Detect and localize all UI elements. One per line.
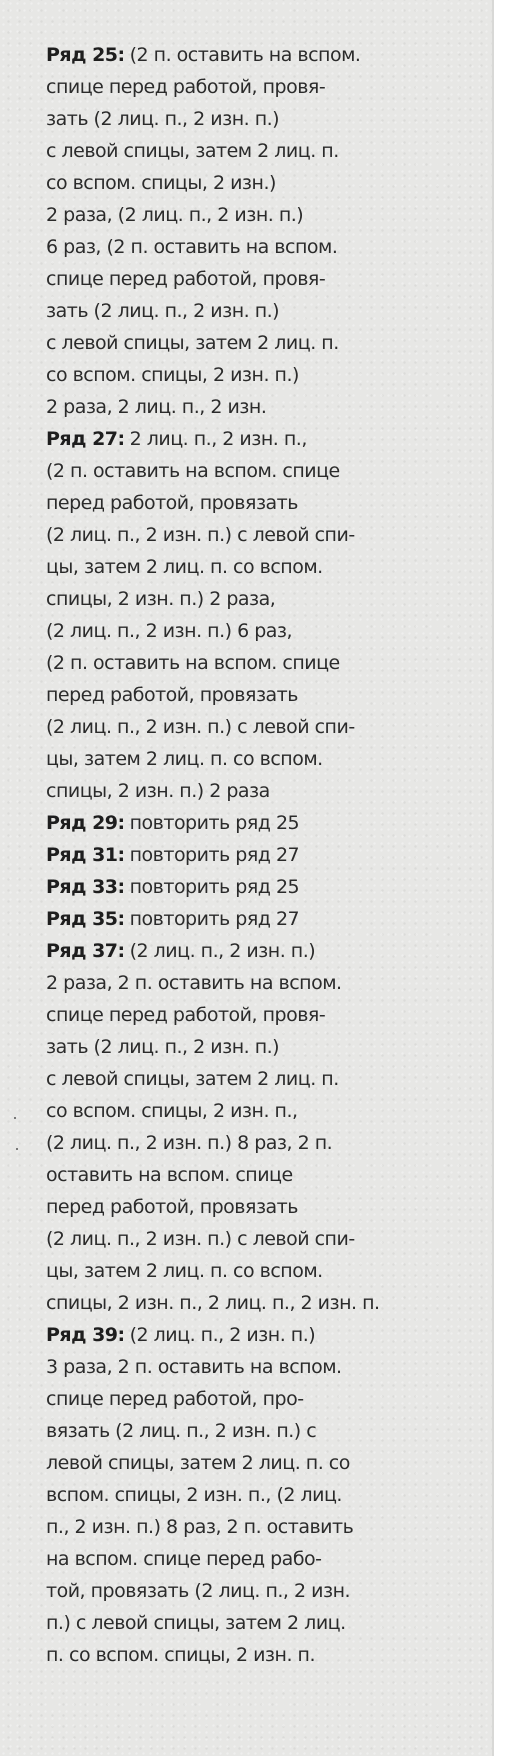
line-text: левой спицы, затем 2 лиц. п. со: [46, 1452, 350, 1474]
line-text: на вспом. спице перед рабо-: [46, 1548, 322, 1570]
text-line: [46, 871, 299, 903]
text-line: [46, 455, 340, 487]
line-text: повторить ряд 25: [129, 876, 300, 898]
line-text: с левой спицы, затем 2 лиц. п.: [46, 332, 339, 354]
line-text: вязать (2 лиц. п., 2 изн. п.) с: [46, 1420, 317, 1442]
line-text: цы, затем 2 лиц. п. со вспом.: [46, 1260, 323, 1282]
text-line: [46, 423, 307, 455]
line-text: спице перед работой, провя-: [46, 1004, 326, 1026]
line-text: вспом. спицы, 2 изн. п., (2 лиц.: [46, 1484, 342, 1506]
line-text: (2 лиц. п., 2 изн. п.) 8 раз, 2 п.: [46, 1132, 333, 1154]
text-line: [46, 1607, 346, 1639]
text-line: [46, 1063, 339, 1095]
text-line: [46, 167, 276, 199]
line-text: со вспом. спицы, 2 изн. п.): [46, 364, 299, 386]
text-line: [46, 295, 279, 327]
line-text: спицы, 2 изн. п.) 2 раза: [46, 780, 270, 802]
text-line: [46, 1383, 304, 1415]
line-text: (2 лиц. п., 2 изн. п.): [129, 1324, 316, 1346]
line-text: (2 лиц. п., 2 изн. п.) 6 раз,: [46, 620, 293, 642]
paper-edge: [492, 0, 494, 1756]
line-text: с левой спицы, затем 2 лиц. п.: [46, 140, 339, 162]
row-label: Ряд 29:: [46, 812, 125, 834]
line-text: п., 2 изн. п.) 8 раз, 2 п. оставить: [46, 1516, 354, 1538]
text-line: [46, 1255, 323, 1287]
line-text: (2 лиц. п., 2 изн. п.) с левой спи-: [46, 716, 355, 738]
text-line: [46, 1543, 322, 1575]
text-line: [46, 1031, 279, 1063]
row-label: Ряд 39:: [46, 1324, 125, 1346]
text-line: [46, 1287, 380, 1319]
line-text: перед работой, провязать: [46, 492, 298, 514]
line-text: зать (2 лиц. п., 2 изн. п.): [46, 300, 280, 322]
text-line: [46, 839, 299, 871]
paper-speck: [14, 1117, 16, 1119]
line-text: 6 раз, (2 п. оставить на вспом.: [46, 236, 338, 258]
line-text: той, провязать (2 лиц. п., 2 изн.: [46, 1580, 351, 1602]
row-label: Ряд 27:: [46, 428, 125, 450]
text-line: [46, 231, 337, 263]
text-line: [46, 39, 360, 71]
line-text: повторить ряд 27: [129, 908, 300, 930]
text-line: [46, 1127, 332, 1159]
text-line: [46, 711, 355, 743]
text-line: [46, 967, 342, 999]
text-line: [46, 583, 275, 615]
text-line: [46, 359, 299, 391]
text-line: [46, 487, 298, 519]
line-text: (2 лиц. п., 2 изн. п.) с левой спи-: [46, 524, 355, 546]
text-line: [46, 135, 339, 167]
line-text: со вспом. спицы, 2 изн. п.,: [46, 1100, 298, 1122]
paper-speck: [16, 1148, 18, 1150]
text-line: [46, 103, 279, 135]
line-text: (2 лиц. п., 2 изн. п.) с левой спи-: [46, 1228, 355, 1250]
line-text: перед работой, провязать: [46, 1196, 298, 1218]
text-line: [46, 519, 355, 551]
text-line: [46, 903, 299, 935]
line-text: 3 раза, 2 п. оставить на вспом.: [46, 1356, 342, 1378]
text-line: [46, 679, 298, 711]
text-line: [46, 199, 303, 231]
row-label: Ряд 25:: [46, 44, 125, 66]
text-line: [46, 1191, 298, 1223]
text-line: [46, 391, 266, 423]
line-text: 2 раза, (2 лиц. п., 2 изн. п.): [46, 204, 304, 226]
text-line: [46, 1415, 316, 1447]
text-line: [46, 71, 325, 103]
text-line: [46, 1479, 342, 1511]
line-text: п.) с левой спицы, затем 2 лиц.: [46, 1612, 346, 1634]
text-line: [46, 551, 323, 583]
text-line: [46, 327, 339, 359]
line-text: спице перед работой, про-: [46, 1388, 304, 1410]
text-line: [46, 1223, 355, 1255]
line-text: оставить на вспом. спице: [46, 1164, 293, 1186]
line-text: спицы, 2 изн. п.) 2 раза,: [46, 588, 276, 610]
line-text: (2 п. оставить на вспом. спице: [46, 652, 340, 674]
line-text: спице перед работой, провя-: [46, 268, 326, 290]
line-text: спице перед работой, провя-: [46, 76, 326, 98]
text-line: [46, 263, 325, 295]
text-line: [46, 1351, 342, 1383]
line-text: со вспом. спицы, 2 изн.): [46, 172, 276, 194]
row-label: Ряд 35:: [46, 908, 125, 930]
text-line: [46, 1575, 350, 1607]
line-text: (2 п. оставить на вспом. спице: [46, 460, 340, 482]
line-text: зать (2 лиц. п., 2 изн. п.): [46, 108, 280, 130]
text-line: [46, 1159, 293, 1191]
line-text: (2 п. оставить на вспом.: [129, 44, 361, 66]
text-line: [46, 743, 323, 775]
line-text: 2 раза, 2 лиц. п., 2 изн.: [46, 396, 267, 418]
line-text: 2 лиц. п., 2 изн. п.,: [129, 428, 307, 450]
text-line: [46, 647, 340, 679]
text-line: [46, 615, 292, 647]
text-line: [46, 999, 325, 1031]
text-line: [46, 1511, 353, 1543]
line-text: цы, затем 2 лиц. п. со вспом.: [46, 556, 323, 578]
line-text: цы, затем 2 лиц. п. со вспом.: [46, 748, 323, 770]
text-line: [46, 775, 270, 807]
line-text: повторить ряд 27: [129, 844, 300, 866]
row-label: Ряд 31:: [46, 844, 125, 866]
line-text: (2 лиц. п., 2 изн. п.): [129, 940, 316, 962]
text-line: [46, 1319, 315, 1351]
line-text: спицы, 2 изн. п., 2 лиц. п., 2 изн. п.: [46, 1292, 380, 1314]
line-text: перед работой, провязать: [46, 684, 298, 706]
line-text: п. со вспом. спицы, 2 изн. п.: [46, 1644, 315, 1666]
line-text: с левой спицы, затем 2 лиц. п.: [46, 1068, 339, 1090]
text-line: [46, 1095, 298, 1127]
line-text: 2 раза, 2 п. оставить на вспом.: [46, 972, 342, 994]
text-line: [46, 935, 315, 967]
row-label: Ряд 33:: [46, 876, 125, 898]
text-line: [46, 1447, 350, 1479]
line-text: повторить ряд 25: [129, 812, 300, 834]
row-label: Ряд 37:: [46, 940, 125, 962]
line-text: зать (2 лиц. п., 2 изн. п.): [46, 1036, 280, 1058]
text-line: [46, 1639, 315, 1671]
text-line: [46, 807, 299, 839]
